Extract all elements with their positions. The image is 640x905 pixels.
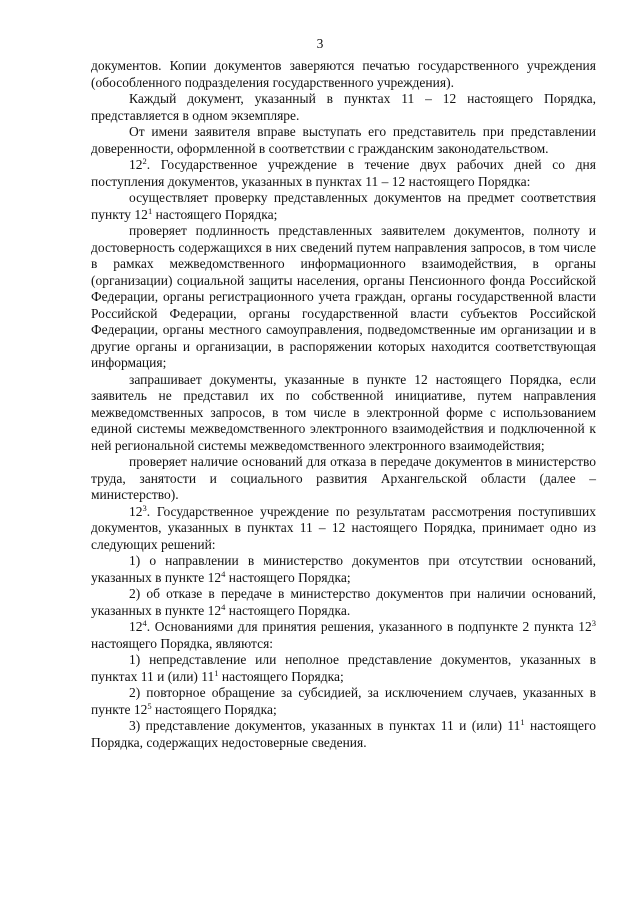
superscript: 4 bbox=[142, 618, 147, 628]
superscript: 3 bbox=[591, 618, 596, 628]
paragraph: От имени заявителя вправе выступать его представитель при представлении доверенности, оформленной в соответствии с гражданским законодательством. bbox=[91, 124, 596, 156]
paragraph: документов. Копии документов заверяются печатью государственного учреждения (обособленного подразделения государственного учреждения). bbox=[91, 58, 596, 90]
paragraph: проверяет подлинность представленных заявителем документов, полноту и достоверность содержащихся в них сведений путем направления запросов, в том числе в рамках межведомственного информационного взаимодействия, в органы (организации) социальной защиты населения, органы Пенсионного фонда Российской Федерации, органы регистрационного учета граждан, органы государственной власти Российской Федерации, органы государственной власти субъектов Российской Федерации, органы местного самоуправления, подведомственные им организации и в другие органы и организации, в распоряжении которых находится соответствующая информация; bbox=[91, 223, 596, 370]
page-number: 3 bbox=[316, 36, 324, 51]
paragraph: 1) непредставление или неполное представление документов, указанных в пунктах 11 и (или) $11^1$ настоящего Порядка; bbox=[91, 652, 596, 684]
paragraph: $12^2$. Государственное учреждение в течение двух рабочих дней со дня поступления документов, указанных в пунктах 11 – 12 настоящего Порядка: bbox=[91, 156, 596, 189]
superscript: 1 bbox=[214, 667, 219, 678]
paragraph: $12^3$. Государственное учреждение по результатам рассмотрения поступивших документов, указанных в пунктах 11 – 12 настоящего Порядка, принимает одно из следующих решений: bbox=[91, 502, 596, 552]
document-body bbox=[91, 58, 596, 751]
paragraph: $12^4$. Основаниями для принятия решения, указанного в подпункте 2 пункта $12^3$ настоящего Порядка, являются: bbox=[91, 618, 596, 651]
superscript: 4 bbox=[221, 568, 226, 579]
paragraph: 2) повторное обращение за субсидией, за исключением случаев, указанных в пункте $12^5$ настоящего Порядка; bbox=[91, 685, 596, 717]
superscript: 5 bbox=[147, 700, 152, 711]
paragraph: Каждый документ, указанный в пунктах 11 – 12 настоящего Порядка, представляется в одном экземпляре. bbox=[91, 91, 596, 123]
paragraph: 1) о направлении в министерство документов при отсутствии оснований, указанных в пункте $12^4$ настоящего Порядка; bbox=[91, 553, 596, 585]
paragraph: запрашивает документы, указанные в пункте 12 настоящего Порядка, если заявитель не представил их по собственной инициативе, путем направления межведомственных запросов, в том числе в электронной форме с использованием единой системы межведомственного электронного взаимодействия и подключенной к ней региональной системы межведомственного электронного взаимодействия; bbox=[91, 371, 596, 453]
superscript: 3 bbox=[142, 502, 147, 513]
superscript: 2 bbox=[142, 156, 147, 166]
superscript: 1 bbox=[520, 717, 525, 727]
superscript: 1 bbox=[147, 205, 153, 216]
superscript: 4 bbox=[221, 601, 226, 612]
paragraph: 2) об отказе в передаче в министерство документов при наличии оснований, указанных в пункте $12^4$ настоящего Порядка. bbox=[91, 586, 596, 618]
paragraph: 3) представление документов, указанных в пунктах 11 и (или) $11^1$ настоящего Порядка, содержащих недостоверные сведения. bbox=[91, 717, 596, 750]
paragraph: проверяет наличие оснований для отказа в передаче документов в министерство труда, занятости и социального развития Архангельской области (далее – министерство). bbox=[91, 454, 596, 502]
paragraph: осуществляет проверку представленных документов на предмет соответствия пункту $12^1$ настоящего Порядка; bbox=[91, 190, 596, 222]
